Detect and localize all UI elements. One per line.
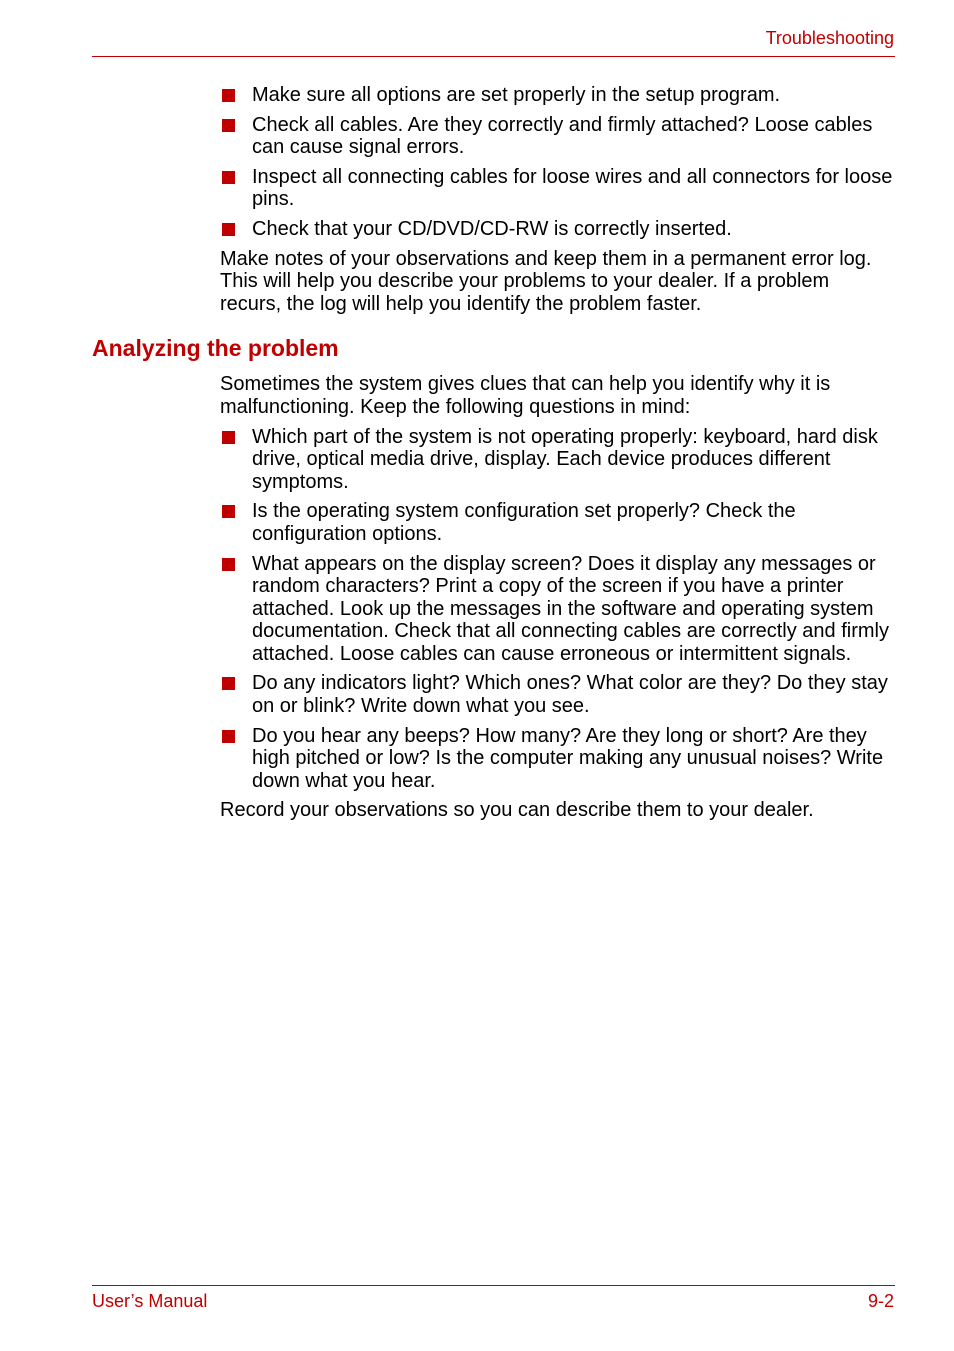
list-item-text: Do any indicators light? Which ones? What color are they? Do they stay on or blink? Write down what you see. (252, 672, 888, 718)
list-item (220, 166, 895, 211)
questions-list (220, 426, 895, 793)
square-bullet-icon (222, 171, 235, 184)
list-item-text: Is the operating system configuration set properly? Check the configuration options. (252, 500, 796, 545)
running-header-title: Troubleshooting (765, 28, 894, 48)
square-bullet-icon (222, 431, 235, 444)
square-bullet-icon (222, 730, 235, 743)
list-item (220, 218, 895, 241)
list-item (220, 553, 895, 666)
list-item-text: Which part of the system is not operating properly: keyboard, hard disk drive, optical media drive, display. Each device produces different symptoms. (252, 425, 878, 493)
list-item-text: Inspect all connecting cables for loose wires and all connectors for loose pins. (252, 165, 893, 211)
square-bullet-icon (222, 89, 235, 102)
list-item (220, 84, 895, 107)
square-bullet-icon (222, 223, 235, 236)
page-content (92, 84, 895, 829)
list-item (220, 672, 895, 717)
intro-paragraph: Sometimes the system gives clues that can help you identify why it is malfunctioning. Keep the following questions in mind: (220, 373, 831, 418)
list-item (220, 500, 895, 545)
square-bullet-icon (222, 119, 235, 132)
list-item-text: Do you hear any beeps? How many? Are they long or short? Are they high pitched or low? Is the computer making any unusual noises? Write down what you hear. (252, 724, 884, 792)
list-item-text: Check that your CD/DVD/CD-RW is correctly inserted. (252, 217, 732, 240)
section-heading: Analyzing the problem (92, 335, 339, 362)
footer-manual-name: User’s Manual (92, 1291, 208, 1311)
list-item (220, 114, 895, 159)
notes-paragraph: Make notes of your observations and keep them in a permanent error log. This will help you describe your problems to your dealer. If a problem recurs, the log will help you identify the problem faster. (220, 247, 872, 315)
footer-rule (92, 1285, 895, 1286)
list-item-text: Make sure all options are set properly in the setup program. (252, 84, 781, 106)
closing-paragraph: Record your observations so you can describe them to your dealer. (220, 799, 814, 822)
list-item (220, 725, 895, 793)
footer-page-number: 9-2 (867, 1291, 894, 1311)
header-rule (92, 56, 895, 57)
square-bullet-icon (222, 505, 235, 518)
list-item-text: Check all cables. Are they correctly and firmly attached? Loose cables can cause signal errors. (252, 113, 873, 159)
square-bullet-icon (222, 558, 235, 571)
checklist-top (220, 84, 895, 241)
square-bullet-icon (222, 677, 235, 690)
list-item (220, 426, 895, 494)
list-item-text: What appears on the display screen? Does it display any messages or random characters? Print a copy of the screen if you have a printer attached. Look up the messages in the software and operating system documentation. Check that all connecting cables are correctly and firmly attached. Loose cables can cause erroneous or intermittent signals. (252, 552, 889, 665)
